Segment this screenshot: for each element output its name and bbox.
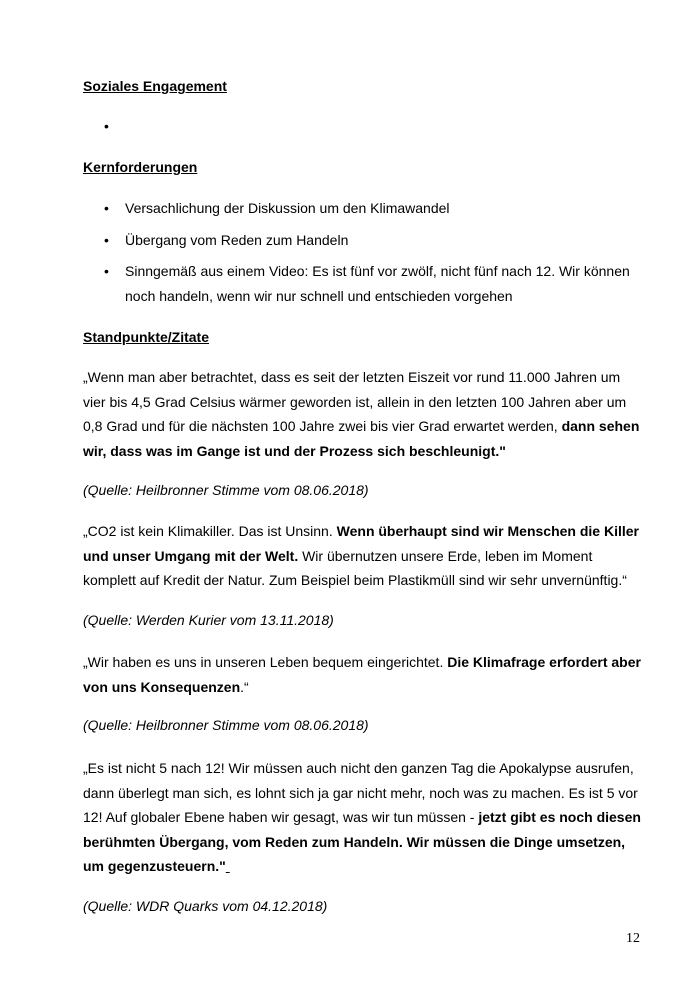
quote-source: (Quelle: Heilbronner Stimme vom 08.06.2018) — [83, 482, 369, 498]
page-number: 12 — [626, 931, 640, 946]
quote-emphasis: Wenn überhaupt sind wir Menschen die Killer und unser Umgang mit der Welt. — [83, 523, 639, 564]
quote-text: „Wir haben es uns in unseren Leben bequem eingerichtet. — [83, 654, 448, 670]
quote-text: „CO2 ist kein Klimakiller. Das ist Unsinn. — [83, 523, 337, 539]
quote-text: Wir übernutzen unsere Erde, leben im Moment komplett auf Kredit der Natur. Zum Beispiel beim Plastikmüll sind wir sehr unvernünftig.“ — [83, 547, 627, 588]
quote-source: (Quelle: Werden Kurier vom 13.11.2018) — [83, 612, 334, 628]
demand-item — [104, 196, 644, 221]
quote-emphasis: Die Klimafrage erfordert aber von uns Konsequenzen — [83, 654, 641, 695]
heading-social-engagement: Soziales Engagement — [83, 78, 227, 94]
bullet-icon: • — [104, 118, 109, 134]
quote-source: (Quelle: Heilbronner Stimme vom 08.06.2018) — [83, 717, 369, 733]
demand-text: Versachlichung der Diskussion um den Klimawandel — [125, 200, 450, 216]
quote-paragraph — [83, 756, 643, 879]
quote-emphasis: jetzt gibt es noch diesen berühmten Übergang, vom Reden zum Handeln. Wir müssen die Dinge umsetzen, um gegenzusteuern." — [83, 809, 641, 874]
heading-positions-quotes: Standpunkte/Zitate — [83, 329, 210, 345]
demand-item — [104, 259, 644, 309]
quote-source: (Quelle: WDR Quarks vom 04.12.2018) — [83, 898, 328, 914]
demand-text: Übergang vom Reden zum Handeln — [125, 232, 349, 248]
bullet-icon: • — [104, 232, 109, 248]
quote-paragraph — [83, 519, 643, 593]
trailing-underline — [226, 858, 230, 874]
quote-text: „Es ist nicht 5 nach 12! Wir müssen auch nicht den ganzen Tag die Apokalypse ausrufen, dann überlegt man sich, es lohnt sich ja gar nicht mehr, noch was zu machen. Es ist 5 vor 12! Auf globaler Ebene haben wir gesagt, was wir tun müssen - — [83, 760, 638, 825]
demand-text: Sinngemäß aus einem Video: Es ist fünf vor zwölf, nicht fünf nach 12. Wir können noch handeln, wenn wir nur schnell und entschieden vorgehen — [125, 263, 630, 304]
quote-paragraph — [83, 650, 643, 699]
heading-core-demands: Kernforderungen — [83, 159, 198, 175]
quote-paragraph — [83, 365, 643, 463]
quote-emphasis: dann sehen wir, dass was im Gange ist und der Prozess sich beschleunigt." — [83, 418, 640, 459]
demand-item — [104, 228, 644, 253]
quote-text: .“ — [240, 678, 249, 695]
bullet-icon: • — [104, 200, 109, 216]
bullet-icon: • — [104, 263, 109, 279]
quote-text: „Wenn man aber betrachtet, dass es seit der letzten Eiszeit vor rund 11.000 Jahren um vier bis 4,5 Grad Celsius wärmer geworden ist, allein in den letzten 100 Jahren aber um 0,8 Grad und für die nächsten 100 Jahre zwei bis vier Grad erwartet werden, — [83, 369, 627, 434]
